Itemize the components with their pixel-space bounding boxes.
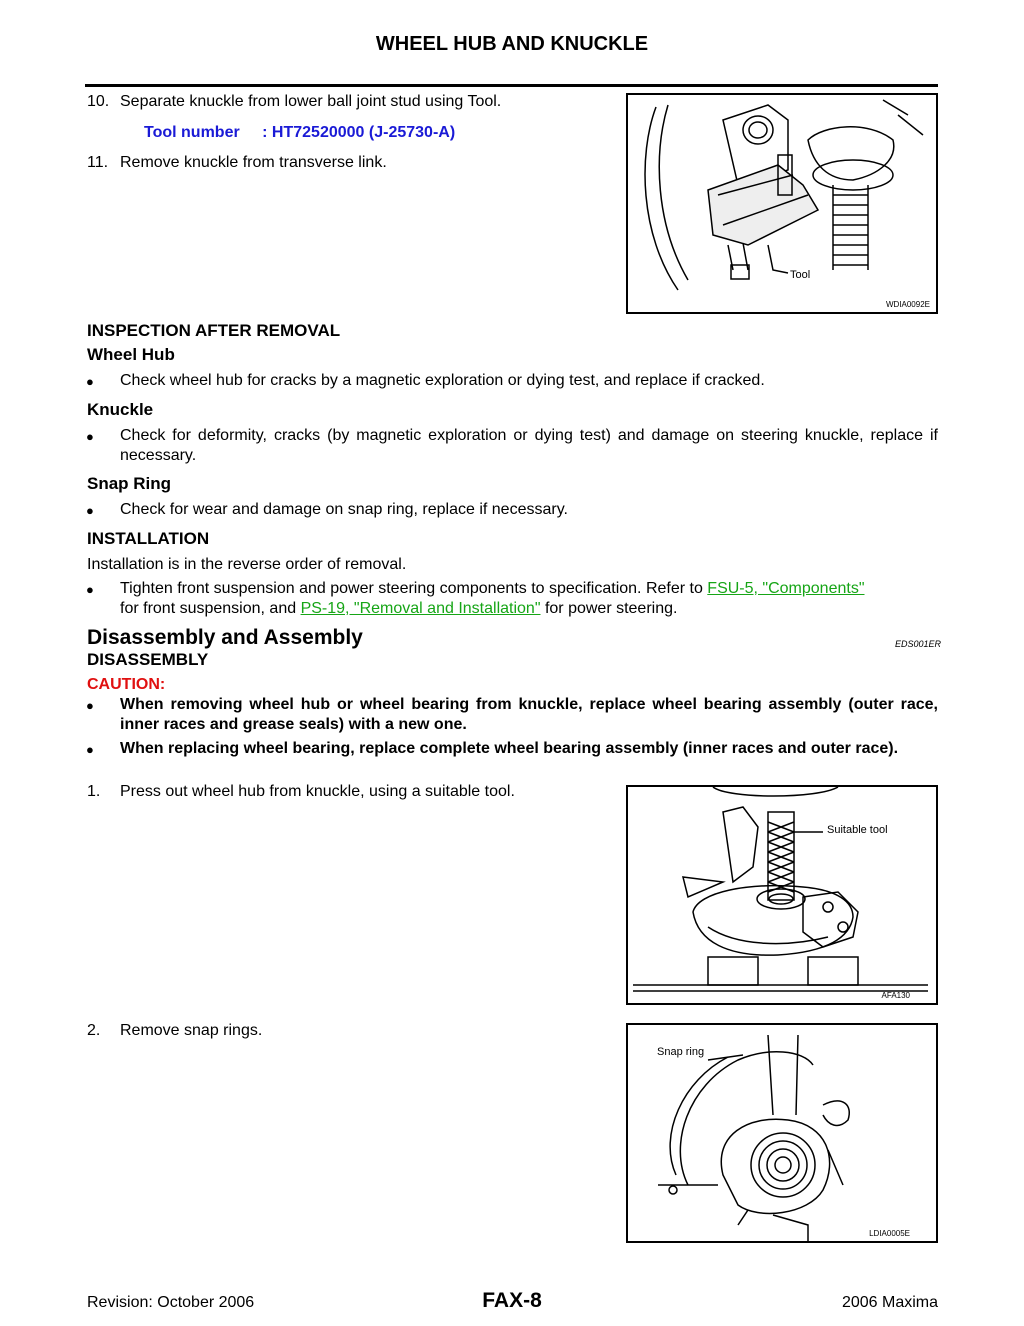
tool-number-label: Tool number <box>144 124 240 141</box>
wheel-hub-text: Check wheel hub for cracks by a magnetic exploration or dying test, and replace if cracked. <box>120 372 765 389</box>
bullet-icon: ● <box>86 429 94 444</box>
figure-code: WDIA0092E <box>885 300 930 309</box>
header-rule <box>85 84 938 87</box>
figure-code: AFA130 <box>881 991 910 1000</box>
page-number: FAX-8 <box>482 1289 542 1312</box>
installation-text: Tighten front suspension and power steering components to specification. Refer to <box>120 580 708 597</box>
footer-model: 2006 Maxima <box>841 1294 938 1311</box>
tool-number-line <box>144 124 455 142</box>
bullet-icon: ● <box>86 503 94 518</box>
bullet-icon: ● <box>86 698 94 713</box>
figure-callout: Snap ring <box>657 1046 705 1058</box>
chapter-heading: Disassembly and Assembly <box>87 626 363 649</box>
tool-number-value: : HT72520000 (J-25730-A) <box>262 124 456 141</box>
figure-ball-joint-tool <box>626 93 938 314</box>
snap-ring-text: Check for wear and damage on snap ring, replace if necessary. <box>120 501 568 518</box>
link-ps-19[interactable]: PS-19, "Removal and Installation" <box>300 599 541 617</box>
step-text: Remove snap rings. <box>120 1022 263 1039</box>
figure-snap-ring <box>626 1023 938 1243</box>
section-code: EDS001ER <box>895 639 942 649</box>
step-text: Remove knuckle from transverse link. <box>120 154 387 171</box>
knuckle-text: Check for deformity, cracks (by magnetic exploration or dying test) and damage on steering knuckle, replace if necessary. <box>120 427 938 464</box>
subheading-snap-ring: Snap Ring <box>87 474 172 493</box>
link-fsu-5[interactable]: FSU-5, "Components" <box>707 580 865 597</box>
figure-callout: Tool <box>790 269 811 281</box>
bullet-icon: ● <box>86 742 94 757</box>
bullet-icon: ● <box>86 582 94 597</box>
page-title: WHEEL HUB AND KNUCKLE <box>375 33 649 55</box>
installation-text: for front suspension, and <box>120 599 301 617</box>
step-text: Separate knuckle from lower ball joint stud using Tool. <box>120 93 502 110</box>
section-heading: INSPECTION AFTER REMOVAL <box>87 321 341 340</box>
installation-text: for power steering. <box>540 599 678 617</box>
subheading-knuckle: Knuckle <box>87 400 154 419</box>
step-text: Press out wheel hub from knuckle, using a suitable tool. <box>120 783 515 800</box>
step-number: 2. <box>87 1022 101 1039</box>
bullet-icon: ● <box>86 374 94 389</box>
caution-label: CAUTION: <box>87 676 166 693</box>
step-number: 1. <box>87 783 101 800</box>
footer-revision: Revision: October 2006 <box>87 1294 255 1311</box>
figure-callout: Suitable tool <box>827 824 888 836</box>
caution-item: When replacing wheel bearing, replace complete wheel bearing assembly (inner races and outer race). <box>120 740 899 757</box>
section-heading: DISASSEMBLY <box>87 650 209 669</box>
figure-press-out-hub <box>626 785 938 1005</box>
figure-code: LDIA0005E <box>869 1229 910 1238</box>
subheading-wheel-hub: Wheel Hub <box>87 345 175 364</box>
step-number: 10. <box>87 93 110 110</box>
caution-item: When removing wheel hub or wheel bearing from knuckle, replace wheel bearing assembly (outer race, inner races and grease seals) with a new one. <box>120 696 938 733</box>
press-hub-illustration <box>628 787 936 1003</box>
installation-bullet <box>120 579 938 618</box>
knuckle-tool-illustration <box>628 95 936 312</box>
installation-intro: Installation is in the reverse order of removal. <box>87 556 407 573</box>
step-number: 11. <box>87 154 109 171</box>
section-heading: INSTALLATION <box>87 529 210 548</box>
